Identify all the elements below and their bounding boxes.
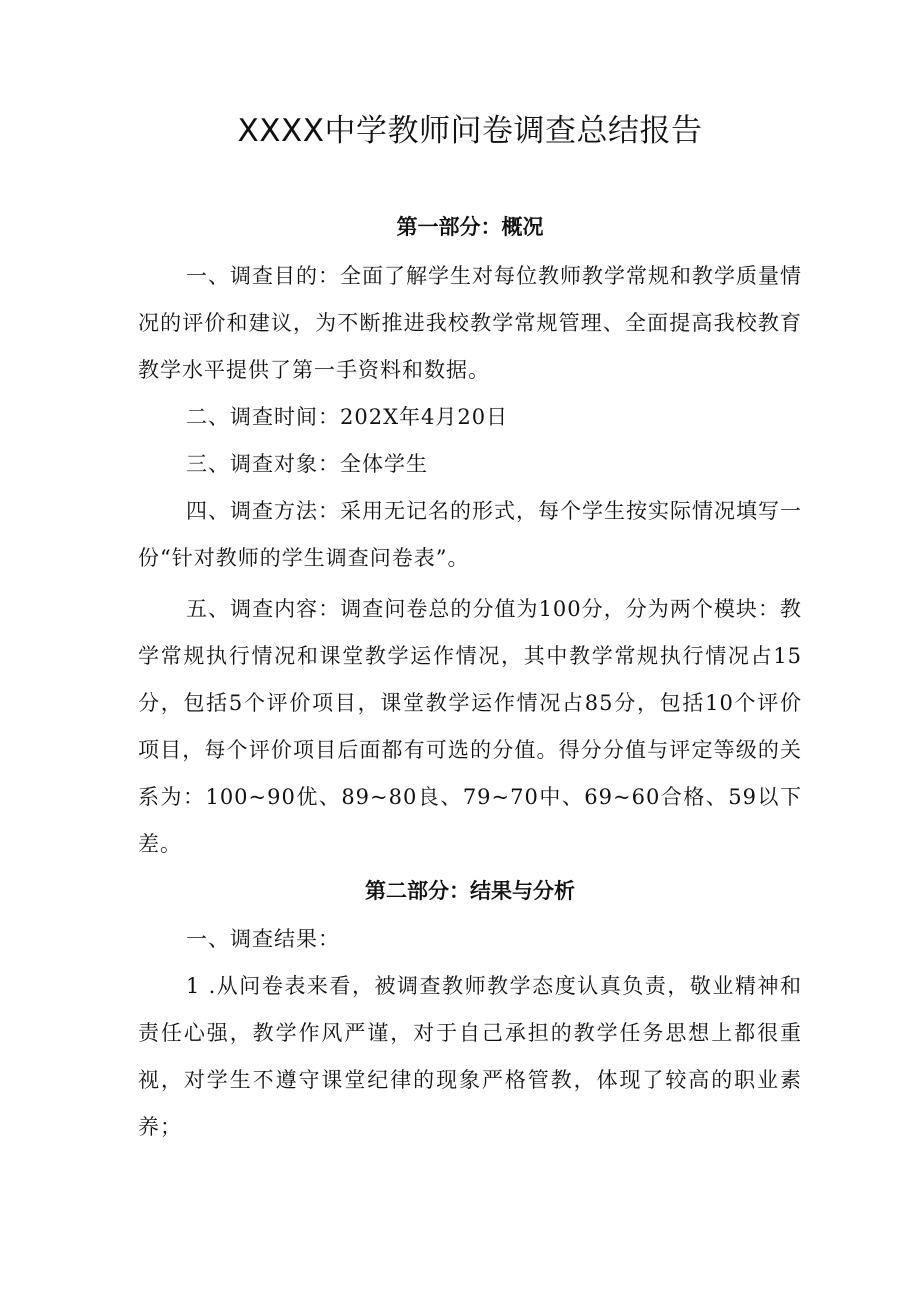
method-text: 采用无记名的形式，每个学生按实际情况填写一份“针对教师的学生调查问卷表”。 [138,499,802,570]
purpose-text: 全面了解学生对每位教师教学常规和教学质量情况的评价和建议，为不断推进我校教学常规管理、全面提高我校教育教学水平提供了第一手资料和数据。 [138,264,802,382]
time-text: 202X年4月20日 [340,405,509,429]
method-paragraph [138,488,802,582]
subjects-text: 全体学生 [340,452,428,476]
method-lead: 四、调查方法： [186,499,340,523]
subjects-lead: 三、调查对象： [186,452,340,476]
part1-heading: 第一部分：概况 [396,215,544,239]
content-text: 调查问卷总的分值为100分，分为两个模块：教学常规执行情况和课堂教学运作情况，其中教学常规执行情况占15分，包括5个评价项目，课堂教学运作情况占85分，包括10个评价项目，每个评价项目后面都有可选的分值。得分分值与评定等级的关系为：100~90优、89~80良、79~70中、69~60合格、59以下差。 [138,597,802,856]
subjects-paragraph [138,441,802,488]
purpose-paragraph [138,253,802,394]
part2-heading: 第二部分：结果与分析 [365,879,575,903]
purpose-lead: 一、调查目的： [186,264,340,288]
result-1-paragraph: 1 .从问卷表来看，被调查教师教学态度认真负责，敬业精神和责任心强，教学作风严谨，对于自己承担的教学任务思想上都很重视，对学生不遵守课堂纪律的现象严格管教，体现了较高的职业素养； [138,974,802,1139]
time-lead: 二、调查时间： [186,405,340,429]
time-paragraph [138,394,802,441]
content-lead: 五、调查内容： [186,597,341,621]
results-lead: 一、调查结果： [186,927,340,951]
document-title: XXXX中学教师问卷调查总结报告 [237,113,703,149]
content-paragraph [138,586,802,868]
results-heading [138,916,802,963]
